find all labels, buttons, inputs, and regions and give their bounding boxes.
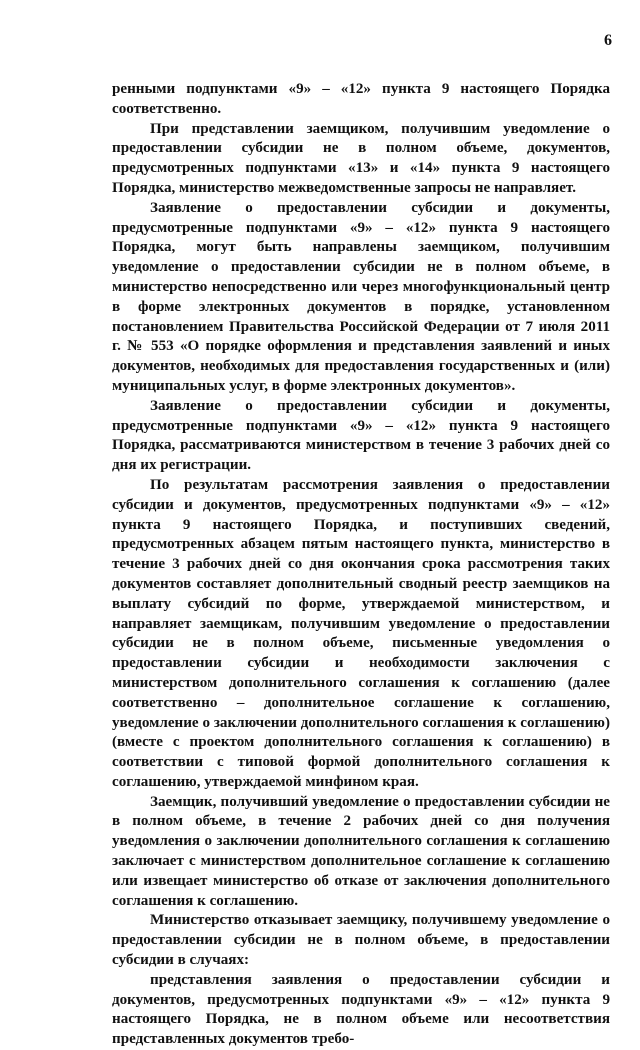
paragraph-4: Заявление о предоставлении субсидии и документы, предусмотренные подпунктами «9» – «12» пункта 9 настоящего Порядка, рассматриваются министерством в течение 3 рабочих дней со дня их регистрации.	[112, 397, 610, 474]
paragraph-6: Заемщик, получивший уведомление о предоставлении субсидии не в полном объеме, в течение 2 рабочих дней со дня получения уведомления о заключении дополнительного соглашения к соглашению заключает с министерством дополнительное соглашение к соглашению или извещает министерство об отказе от заключения дополнительного соглашения к соглашению.	[112, 793, 610, 909]
page-number: 6	[604, 32, 612, 49]
paragraph-2: При представлении заемщиком, получившим уведомление о предоставлении субсидии не в полном объеме, документов, предусмотренных подпунктами «13» и «14» пункта 9 настоящего Порядка, министерство межведомственные запросы не направляет.	[112, 120, 610, 196]
paragraph-5: По результатам рассмотрения заявления о предоставлении субсидии и документов, предусмотренных подпунктами «9» – «12» пункта 9 настоящего Порядка, и поступивших сведений, предусмотренных абзацем пятым настоящего пункта, министерство в течение 3 рабочих дней со дня окончания срока рассмотрения таких документов составляет дополнительный сводный реестр заемщиков на выплату субсидий по форме, утверждаемой министерством, и направляет заемщикам, получившим уведомление о предоставлении субсидии не в полном объеме, письменные уведомления о предоставлении субсидии и необходимости заключения с министерством дополнительного соглашения к соглашению (далее соответственно – дополнительное соглашение к соглашению, уведомление о заключении дополнительного соглашения к соглашению) (вместе с проектом дополнительного соглашения к соглашению) в соответствии с типовой формой дополнительного соглашения к соглашению, утверждаемой минфином края.	[112, 476, 610, 790]
paragraph-8: представления заявления о предоставлении субсидии и документов, предусмотренных подпунктами «9» – «12» пункта 9 настоящего Порядка, не в полном объеме или несоответствия представленных документов требо-	[112, 971, 610, 1048]
paragraph-3: Заявление о предоставлении субсидии и документы, предусмотренные подпунктами «9» – «12» пункта 9 настоящего Порядка, могут быть направлены заемщиком, получившим уведомление о предоставлении субсидии не в полном объеме, в министерство непосредственно или через многофункциональный центр в форме электронных документов в порядке, установленном постановлением Правительства Российской Федерации от 7 июля 2011 г. № 553 «О порядке оформления и представления заявлений и иных документов, необходимых для предоставления государственных и (или) муниципальных услуг, в форме электронных документов».	[112, 199, 610, 394]
document-body	[112, 80, 610, 1050]
paragraph-7: Министерство отказывает заемщику, получившему уведомление о предоставлении субсидии не в полном объеме, в предоставлении субсидии в случаях:	[112, 912, 610, 969]
paragraph-1: ренными подпунктами «9» – «12» пункта 9 настоящего Порядка соответственно.	[112, 81, 610, 117]
